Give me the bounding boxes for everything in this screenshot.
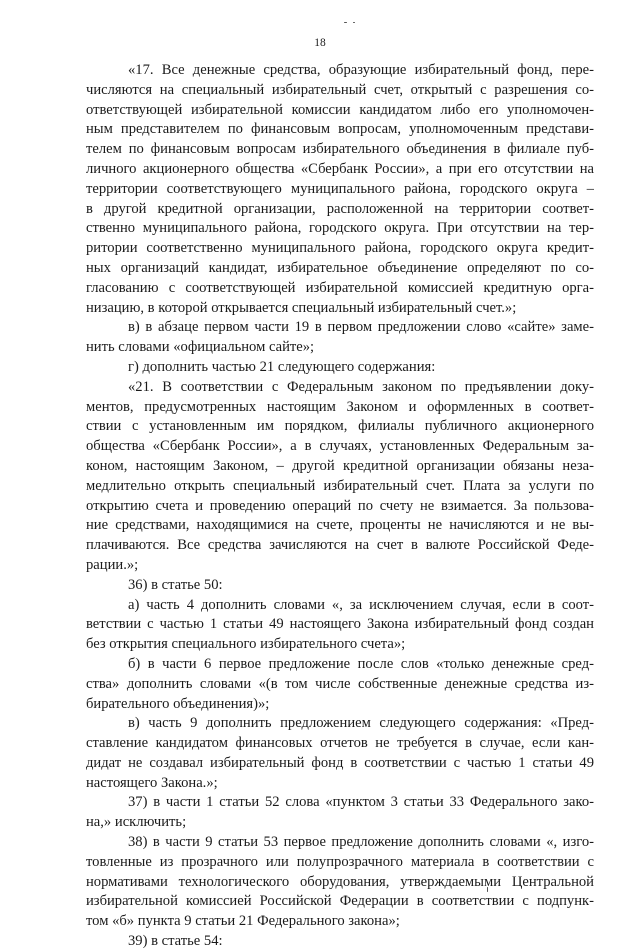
text-line: ных организаций кандидат, избирательное объединение определяют по со- [86, 259, 594, 276]
text-line: рации.»; [86, 556, 139, 573]
document-body [86, 61, 594, 952]
scan-speck [344, 22, 347, 23]
text-line: настоящего Закона.»; [86, 774, 218, 791]
text-line: низацию, в которой открывается специальный избирательный счет.»; [86, 299, 517, 316]
text-line: 37) в части 1 статьи 52 слова «пунктом 3 статьи 33 Федерального зако- [128, 794, 594, 811]
text-line: телем по финансовым вопросам избирательного объединения в филиале пуб- [86, 141, 594, 158]
text-line: бирательного объединения)»; [86, 695, 270, 712]
text-line: территории соответствующего муниципального района, городского округа – [86, 180, 594, 197]
text-line: г) дополнить частью 21 следующего содержания: [128, 358, 436, 375]
text-line: открытию счета и проведению операций по счету не взимается. За пользова- [86, 497, 594, 514]
text-line: а) часть 4 дополнить словами «, за исключением случая, если в соот- [128, 596, 594, 613]
text-line: ственно муниципального района, городского округа. При отсутствии на тер- [86, 220, 594, 237]
text-line: нормативами технологического оборудования, утверждаемыми Центральной [86, 873, 594, 890]
text-line: б) в части 6 первое предложение после слов «только денежные сред- [128, 655, 594, 672]
text-line: ответствующей избирательной комиссии кандидатом либо его уполномочен- [86, 101, 594, 118]
text-line: 38) в части 9 статьи 53 первое предложение дополнить словами «, изго- [128, 834, 594, 851]
text-line: числяются на специальный избирательный счет, открытый с разрешения со- [86, 81, 594, 98]
scan-speck [353, 22, 355, 23]
text-line: ритории соответственно муниципального района, городского округа кредит- [86, 240, 594, 257]
text-line: личного акционерного общества «Сбербанк России», а при его отсутствии на [86, 160, 594, 177]
text-line: ствии с установленным им порядком, филиалы публичного акционерного [86, 418, 594, 435]
text-line: «17. Все денежные средства, образующие избирательный фонд, пере- [128, 62, 594, 78]
text-line: ветствии с частью 1 статьи 49 настоящего Закона избирательный фонд создан [86, 616, 594, 633]
text-line: плачиваются. Все средства зачисляются на счет в валюте Российской Феде- [86, 537, 594, 554]
text-line: медлительно открыть специальный избирательный счет. Плата за услуги по [86, 477, 594, 494]
text-line: без открытия специального избирательного счета»; [86, 636, 406, 653]
text-line: в другой кредитной организации, расположенной на территории соответ- [86, 200, 594, 217]
text-line: в) часть 9 дополнить предложением следующего содержания: «Пред- [128, 715, 594, 732]
text-line: общества «Сбербанк России», а в случаях, установленных Федеральным за- [86, 438, 594, 455]
text-line: на,» исключить; [86, 814, 187, 831]
text-line: гласованию с соответствующей избирательной комиссией кредитную орга- [86, 279, 594, 296]
text-line: избирательной комиссией Российской Федерации в соответствии с подпунк- [86, 893, 594, 910]
text-line: товленные из прозрачного или полупрозрачного материала в соответствии с [86, 853, 594, 870]
text-line: том «б» пункта 9 статьи 21 Федерального закона»; [86, 913, 400, 930]
page-number: 18 [314, 37, 326, 49]
text-line: в) в абзаце первом части 19 в первом предложении слово «сайте» заме- [128, 319, 594, 336]
text-line: нить словами «официальном сайте»; [86, 339, 315, 356]
text-line: ным представителем по финансовым вопросам, уполномоченным представи- [86, 121, 594, 138]
text-line: коном, настоящим Законом, – другой кредитной организации обязаны неза- [86, 457, 594, 474]
text-line: ставление кандидатом финансовых отчетов не требуется в случае, если кан- [86, 735, 594, 752]
text-line: ства» дополнить словами «(в том числе собственные денежные средства из- [86, 675, 594, 692]
text-line: дидат не создавал избирательный фонд в соответствии с частью 1 статьи 49 [86, 754, 594, 771]
text-line: ментов, предусмотренных настоящим Законом и оформленных в соответ- [86, 398, 594, 415]
text-line: 36) в статье 50: [128, 576, 223, 593]
text-line: ние средствами, находящимися на счете, проценты не начисляются и не вы- [86, 517, 594, 534]
text-line: «21. В соответствии с Федеральным законом по предъявлении доку- [128, 378, 594, 395]
text-line: 39) в статье 54: [128, 933, 223, 950]
